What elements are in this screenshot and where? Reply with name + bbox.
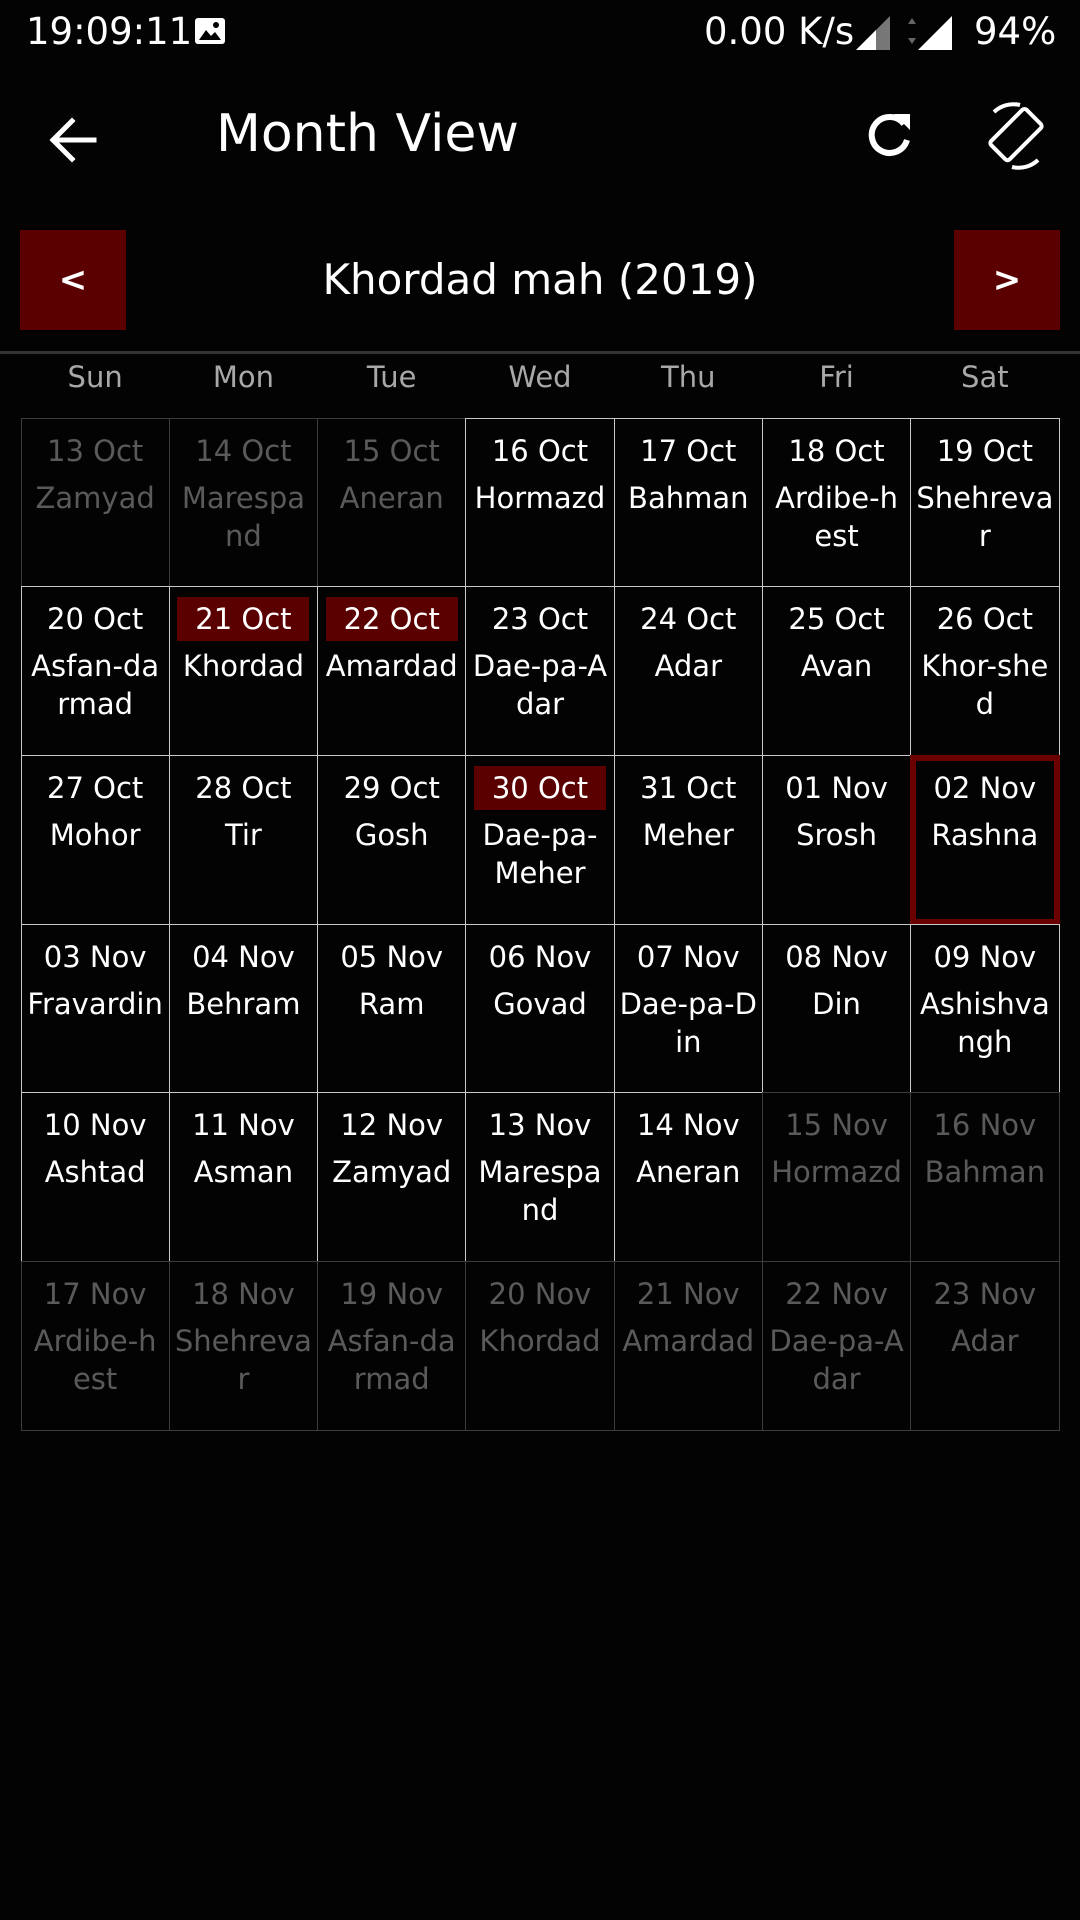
day-date: 15 Nov — [785, 1108, 888, 1143]
day-date: 24 Oct — [640, 602, 737, 637]
day-date: 06 Nov — [488, 939, 592, 974]
day-date: 22 Nov — [785, 1276, 888, 1311]
day-name: Behram — [186, 986, 301, 1021]
calendar-day-cell[interactable] — [465, 1092, 614, 1262]
calendar-day-cell[interactable] — [910, 1261, 1059, 1431]
day-date: 14 Nov — [636, 1108, 740, 1143]
day-date: 23 Oct — [491, 602, 589, 637]
day-name: Khor-shed — [921, 649, 1049, 722]
calendar-day-cell[interactable] — [762, 418, 911, 588]
signal-roaming-icon — [854, 14, 894, 52]
calendar-day-cell[interactable] — [317, 1261, 466, 1431]
calendar-day-cell[interactable] — [21, 586, 170, 756]
calendar-day-cell[interactable] — [169, 755, 318, 925]
calendar-day-cell[interactable] — [465, 418, 614, 588]
day-name: Khordad — [182, 649, 304, 684]
day-date: 11 Nov — [192, 1108, 295, 1143]
calendar-day-cell[interactable] — [614, 924, 763, 1094]
day-date: 02 Nov — [933, 770, 1037, 805]
day-name: Asman — [193, 1155, 294, 1190]
day-name: Bahman — [628, 480, 749, 515]
day-name: Ram — [358, 986, 425, 1021]
weekday-label: Wed — [508, 360, 572, 394]
day-date: 28 Oct — [195, 770, 292, 805]
day-name: Khordad — [479, 1323, 601, 1358]
calendar-day-cell[interactable] — [762, 755, 911, 925]
weekday-label: Thu — [661, 360, 716, 394]
calendar-day-cell[interactable] — [762, 1092, 911, 1262]
day-date: 18 Oct — [788, 433, 885, 468]
previous-month-button[interactable]: < — [20, 230, 126, 330]
back-arrow-icon[interactable] — [44, 110, 104, 170]
day-date: 20 Nov — [488, 1276, 592, 1311]
calendar-grid — [21, 418, 1059, 1430]
calendar-day-cell[interactable] — [614, 1261, 763, 1431]
day-name: Meher — [642, 817, 734, 852]
day-name: Dae-pa-Adar — [769, 1323, 904, 1396]
day-name: Marespand — [478, 1155, 602, 1228]
network-speed: 0.00 K/s — [704, 10, 855, 53]
day-name: Ashtad — [44, 1155, 146, 1190]
calendar-day-cell[interactable] — [910, 1092, 1059, 1262]
day-name: Amardad — [325, 649, 458, 684]
day-date: 08 Nov — [785, 939, 888, 974]
day-name: Govad — [493, 986, 587, 1021]
day-date: 21 Nov — [636, 1276, 740, 1311]
day-date: 07 Nov — [636, 939, 740, 974]
refresh-icon[interactable] — [860, 106, 920, 166]
calendar-day-cell[interactable] — [465, 924, 614, 1094]
day-date: 12 Nov — [340, 1108, 444, 1143]
calendar-day-cell[interactable] — [614, 1092, 763, 1262]
day-name: Bahman — [924, 1155, 1046, 1190]
day-name: Din — [812, 986, 861, 1021]
day-name: Shehrevar — [174, 1323, 312, 1396]
day-name: Adar — [951, 1323, 1019, 1358]
day-date: 19 Oct — [936, 433, 1033, 468]
day-name: Dae-pa-Adar — [472, 649, 608, 722]
day-name: Rashna — [931, 817, 1039, 852]
day-date: 03 Nov — [43, 939, 147, 974]
calendar-day-cell[interactable] — [762, 586, 911, 756]
screen-rotation-icon[interactable] — [980, 100, 1052, 172]
signal-4g-icon — [900, 12, 956, 52]
day-name: Fravardin — [27, 986, 163, 1021]
calendar-day-cell[interactable] — [465, 586, 614, 756]
day-name: Mohor — [49, 817, 141, 852]
calendar-day-cell[interactable] — [465, 755, 614, 925]
next-month-button[interactable]: > — [954, 230, 1060, 330]
day-name: Hormazd — [474, 480, 606, 515]
day-date: 13 Oct — [47, 433, 144, 468]
day-name: Srosh — [796, 817, 878, 852]
calendar-day-cell[interactable] — [614, 586, 763, 756]
calendar-day-cell[interactable] — [762, 924, 911, 1094]
day-name: Hormazd — [771, 1155, 902, 1190]
calendar-day-cell[interactable] — [21, 418, 170, 588]
calendar-day-cell[interactable] — [317, 418, 466, 588]
image-notification-icon — [194, 17, 226, 45]
app-bar — [0, 66, 1080, 210]
calendar-day-cell[interactable] — [21, 1092, 170, 1262]
weekday-header — [21, 354, 1059, 416]
calendar-day-cell[interactable] — [21, 924, 170, 1094]
day-name: Ashishvangh — [919, 986, 1050, 1059]
battery-level: 94% — [974, 10, 1057, 53]
day-date: 10 Nov — [43, 1108, 147, 1143]
calendar-day-cell[interactable] — [317, 755, 466, 925]
day-name: Zamyad — [332, 1155, 452, 1190]
day-date: 22 Oct — [326, 597, 458, 641]
day-date: 01 Nov — [785, 770, 888, 805]
calendar-day-cell[interactable] — [169, 924, 318, 1094]
day-date: 16 Nov — [933, 1108, 1037, 1143]
calendar-day-cell[interactable] — [465, 1261, 614, 1431]
day-name: Marespand — [181, 480, 306, 553]
day-date: 15 Oct — [343, 433, 440, 468]
calendar-day-cell[interactable] — [910, 755, 1059, 925]
day-name: Aneran — [636, 1155, 741, 1190]
day-date: 17 Oct — [640, 433, 737, 468]
day-date: 31 Oct — [640, 770, 737, 805]
day-name: Tir — [225, 817, 262, 852]
day-name: Gosh — [354, 817, 429, 852]
day-name: Zamyad — [35, 480, 155, 515]
day-date: 14 Oct — [195, 433, 292, 468]
day-date: 17 Nov — [43, 1276, 147, 1311]
month-title: Khordad mah (2019) — [322, 255, 758, 304]
day-date: 04 Nov — [192, 939, 295, 974]
calendar-day-cell[interactable] — [317, 586, 466, 756]
day-date: 16 Oct — [491, 433, 589, 468]
day-name: Asfan-darmad — [31, 649, 160, 722]
calendar-day-cell[interactable] — [169, 1261, 318, 1431]
calendar-day-cell[interactable] — [169, 586, 318, 756]
day-date: 21 Oct — [177, 597, 309, 641]
day-date: 23 Nov — [933, 1276, 1037, 1311]
day-name: Adar — [654, 649, 722, 684]
weekday-label: Fri — [819, 360, 854, 394]
day-date: 20 Oct — [47, 602, 144, 637]
day-name: Avan — [800, 649, 873, 684]
day-name: Dae-pa-Din — [619, 986, 757, 1059]
day-name: Amardad — [622, 1323, 755, 1358]
weekday-label: Tue — [366, 360, 417, 394]
day-date: 25 Oct — [788, 602, 885, 637]
month-navigation — [0, 230, 1080, 330]
calendar-day-cell[interactable] — [317, 924, 466, 1094]
day-date: 13 Nov — [488, 1108, 592, 1143]
day-date: 05 Nov — [340, 939, 444, 974]
day-date: 27 Oct — [47, 770, 144, 805]
calendar-day-cell[interactable] — [169, 1092, 318, 1262]
calendar-day-cell[interactable] — [614, 418, 763, 588]
day-name: Asfan-darmad — [327, 1323, 456, 1396]
calendar-day-cell[interactable] — [762, 1261, 911, 1431]
day-name: Shehrevar — [916, 480, 1054, 553]
weekday-label: Mon — [212, 360, 274, 394]
weekday-label: Sat — [961, 360, 1009, 394]
status-bar — [0, 0, 1080, 66]
status-time: 19:09:11 — [26, 10, 193, 53]
day-date: 30 Oct — [474, 766, 606, 810]
day-date: 18 Nov — [192, 1276, 295, 1311]
calendar-day-cell[interactable] — [21, 1261, 170, 1431]
calendar-day-cell[interactable] — [910, 924, 1059, 1094]
calendar-day-cell[interactable] — [910, 418, 1059, 588]
day-name: Ardibe-hest — [775, 480, 898, 553]
calendar-day-cell[interactable] — [614, 755, 763, 925]
day-date: 26 Oct — [936, 602, 1033, 637]
day-name: Dae-pa-Meher — [482, 817, 598, 890]
page-title: Month View — [216, 104, 519, 164]
day-date: 29 Oct — [343, 770, 440, 805]
day-name: Aneran — [339, 480, 444, 515]
day-name: Ardibe-hest — [33, 1323, 157, 1396]
day-date: 19 Nov — [340, 1276, 444, 1311]
day-date: 09 Nov — [933, 939, 1037, 974]
calendar-day-cell[interactable] — [317, 1092, 466, 1262]
calendar-day-cell[interactable] — [910, 586, 1059, 756]
calendar-day-cell[interactable] — [169, 418, 318, 588]
weekday-label: Sun — [67, 360, 123, 394]
calendar-day-cell[interactable] — [21, 755, 170, 925]
